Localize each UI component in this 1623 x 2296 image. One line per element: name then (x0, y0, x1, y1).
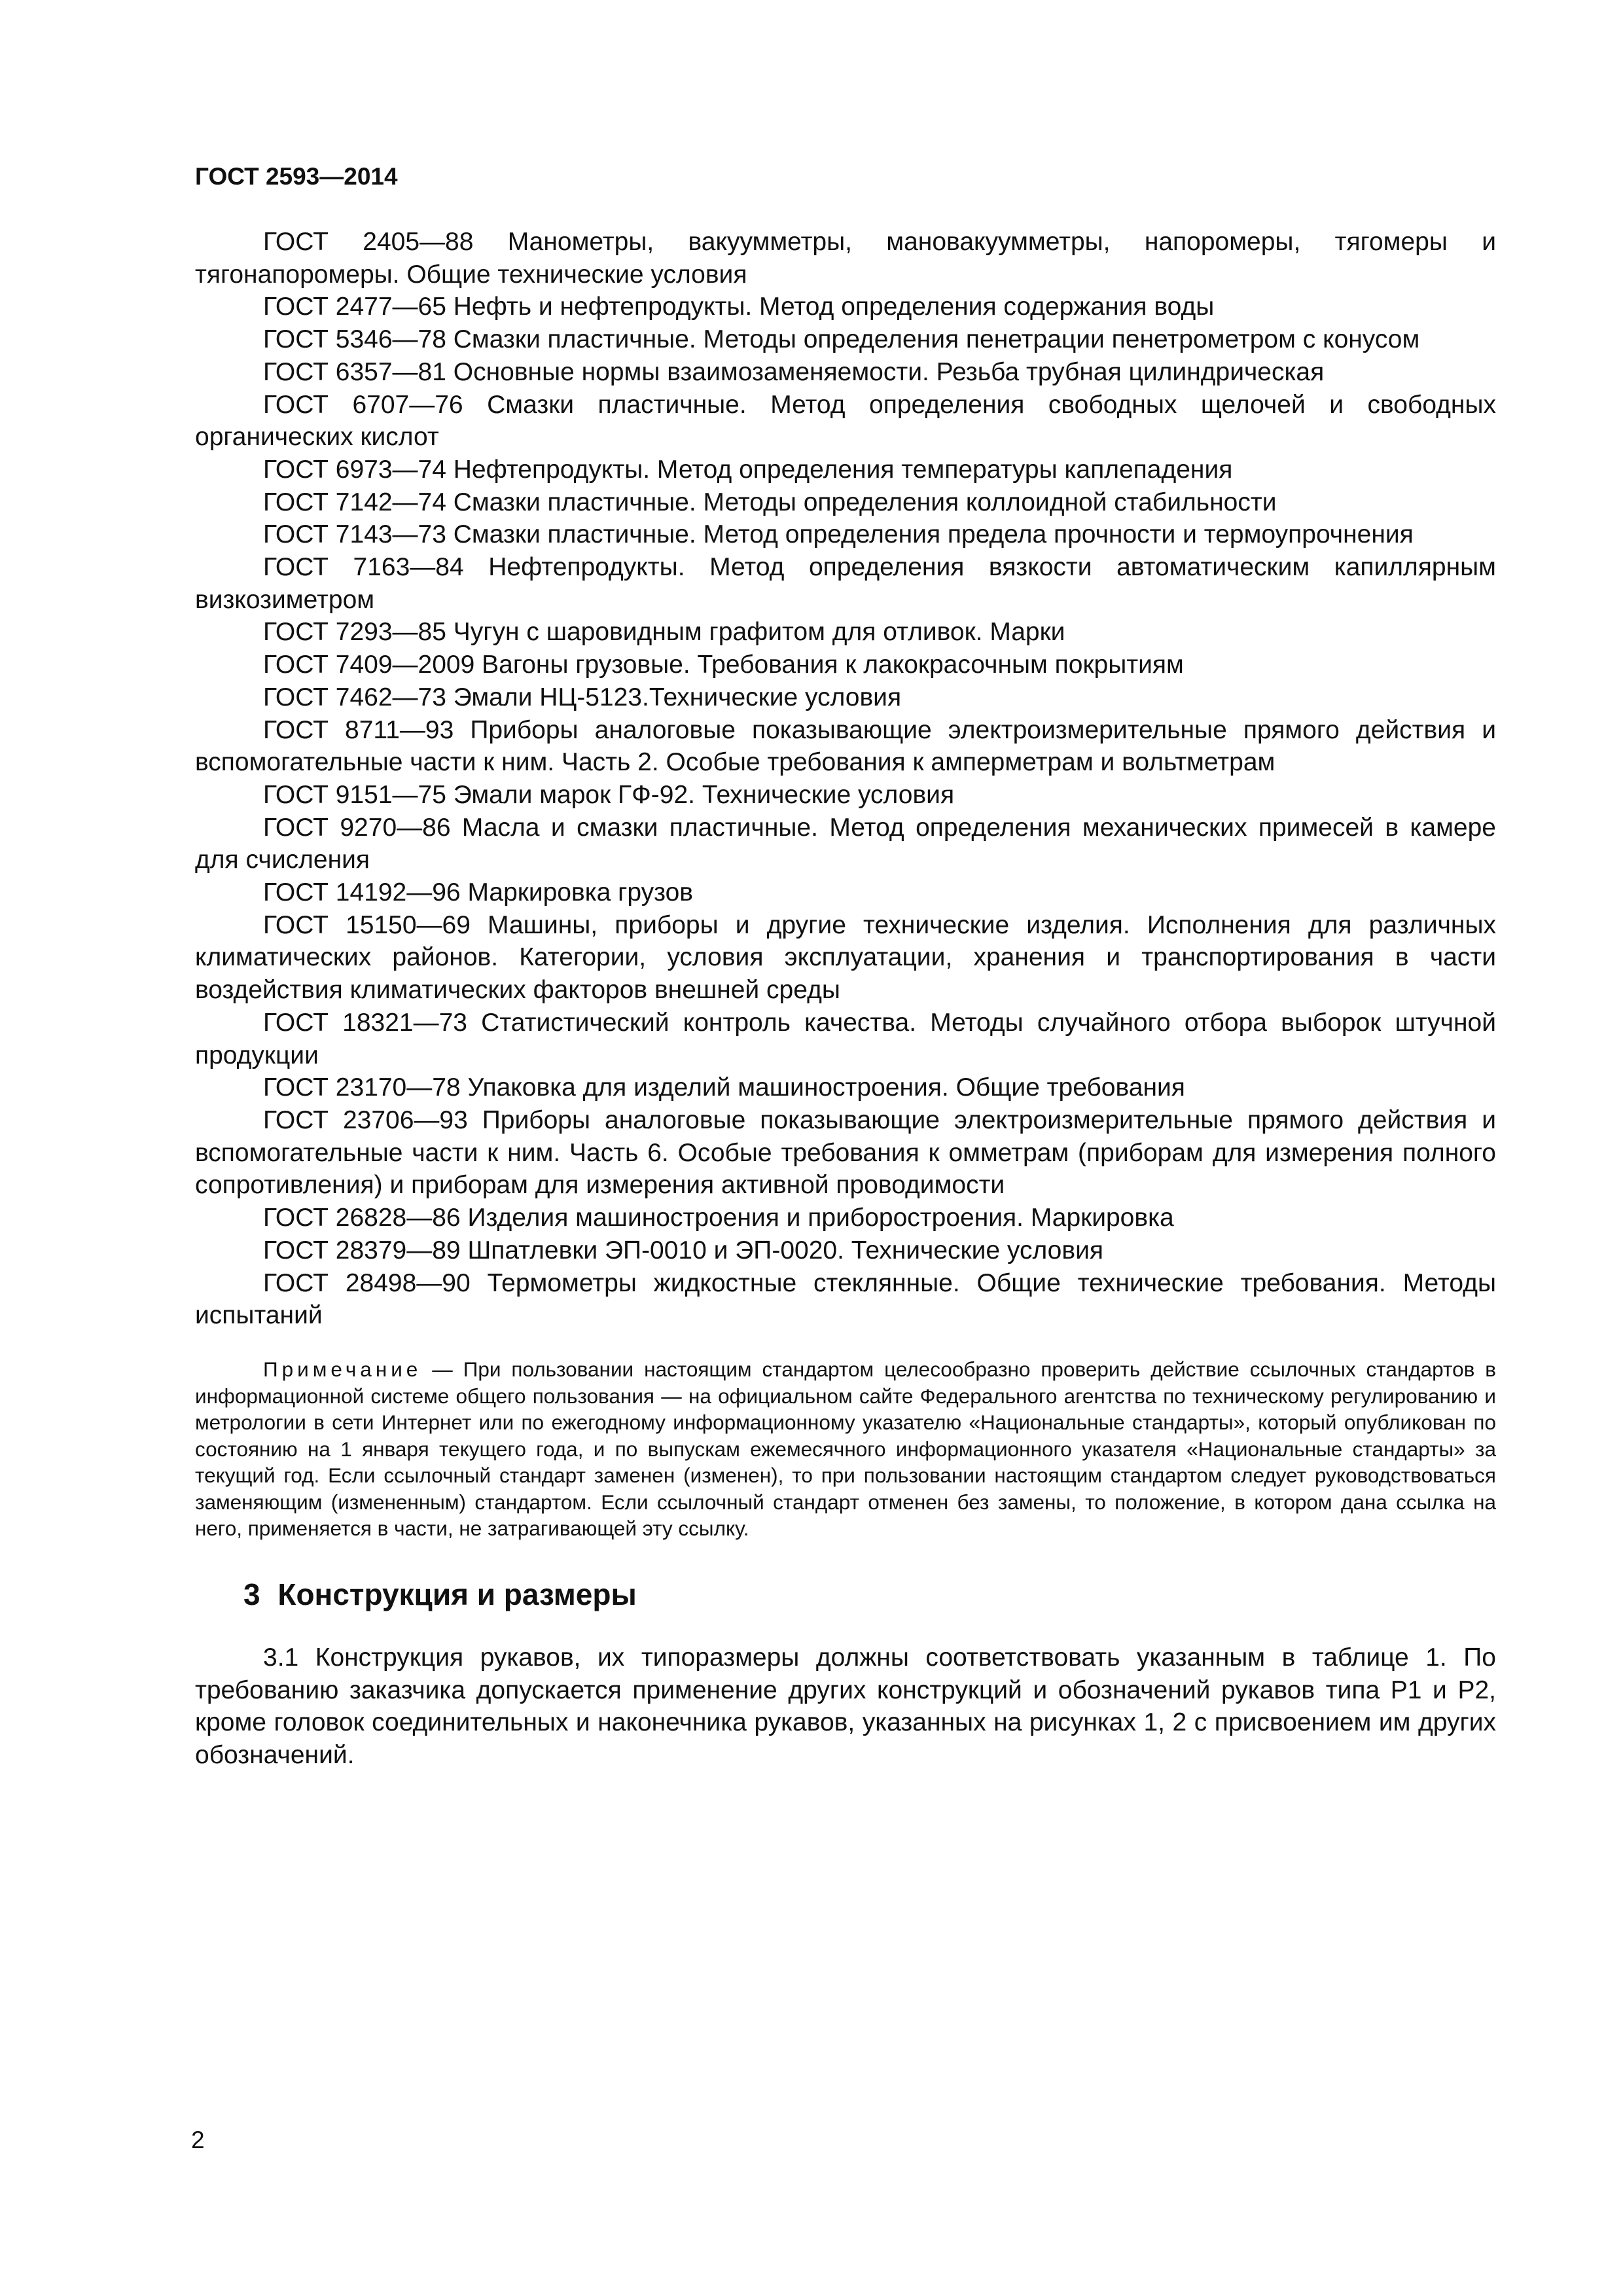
reference-item: ГОСТ 7143—73 Смазки пластичные. Метод определения предела прочности и термоупрочнения (263, 520, 1414, 549)
note-label: Примечание (263, 1357, 422, 1381)
page-number: 2 (191, 2126, 205, 2153)
reference-item: ГОСТ 8711—93 Приборы аналоговые показывающие электроизмерительные прямого действия и вспомогательные части к ним. Часть 2. Особые требования к амперметрам и вольтметрам (195, 715, 1496, 777)
reference-item: ГОСТ 7163—84 Нефтепродукты. Метод определения вязкости автоматическим капиллярным визкозиметром (195, 553, 1496, 614)
note-block (195, 1356, 1496, 1542)
note-text: — При пользовании настоящим стандартом целесообразно проверить действие ссылочных стандартов в информационной системе общего пользования — на официальном сайте Федерального агентства по техническому регулированию и метрологии в сети Интернет или по ежегодному информационному указателю «Национальные стандарты», который опубликован по состоянию на 1 января текущего года, и по выпускам ежемесячного информационного указателя «Национальные стандарты» за текущий год. Если ссылочный стандарт заменен (изменен), то при пользовании настоящим стандартом следует руководствоваться заменяющим (измененным) стандартом. Если ссылочный стандарт отменен без замены, то положение, в котором дана ссылка на него, применяется в части, не затрагивающей эту ссылку. (195, 1357, 1496, 1541)
page-content (195, 226, 1496, 1772)
reference-item: ГОСТ 6973—74 Нефтепродукты. Метод определения температуры каплепадения (263, 455, 1233, 484)
section-number: 3 (243, 1577, 260, 1612)
reference-item: ГОСТ 14192—96 Маркировка грузов (263, 878, 693, 907)
section-title: Конструкция и размеры (277, 1577, 637, 1612)
reference-item: ГОСТ 6707—76 Смазки пластичные. Метод определения свободных щелочей и свободных органических кислот (195, 390, 1496, 452)
document-header: ГОСТ 2593—2014 (195, 163, 398, 190)
reference-item: ГОСТ 9151—75 Эмали марок ГФ-92. Технические условия (263, 780, 955, 809)
reference-item: ГОСТ 7409—2009 Вагоны грузовые. Требования к лакокрасочным покрытиям (263, 651, 1184, 679)
reference-item: ГОСТ 2405—88 Манометры, вакуумметры, мановакуумметры, напоромеры, тягомеры и тягонапоромеры. Общие технические условия (195, 228, 1496, 289)
reference-item: ГОСТ 15150—69 Машины, приборы и другие технические изделия. Исполнения для различных климатических районов. Категории, условия эксплуатации, хранения и транспортирования в части воздействия климатических факторов внешней среды (195, 910, 1496, 1005)
reference-item: ГОСТ 6357—81 Основные нормы взаимозаменяемости. Резьба трубная цилиндрическая (263, 357, 1325, 386)
reference-item: ГОСТ 7293—85 Чугун с шаровидным графитом для отливок. Марки (263, 618, 1065, 647)
reference-item: ГОСТ 26828—86 Изделия машиностроения и приборостроения. Маркировка (263, 1204, 1174, 1232)
section-paragraph: 3.1 Конструкция рукавов, их типоразмеры должны соответствовать указанным в таблице 1. По требованию заказчика допускается применение других конструкций и обозначений рукавов типа Р1 и Р2, кроме головок соединительных и наконечника рукавов, указанных на рисунках 1, 2 с присвоением им других обозначений. (195, 1643, 1496, 1770)
reference-item: ГОСТ 28498—90 Термометры жидкостные стеклянные. Общие технические требования. Методы испытаний (195, 1268, 1496, 1330)
reference-item: ГОСТ 18321—73 Статистический контроль качества. Методы случайного отбора выборок штучной продукции (195, 1008, 1496, 1069)
reference-item: ГОСТ 23706—93 Приборы аналоговые показывающие электроизмерительные прямого действия и вспомогательные части к ним. Часть 6. Особые требования к омметрам (приборам для измерения полного сопротивления) и приборам для измерения активной проводимости (195, 1105, 1496, 1200)
reference-item: ГОСТ 7142—74 Смазки пластичные. Методы определения коллоидной стабильности (263, 488, 1277, 516)
normative-references-list (195, 226, 1496, 1332)
reference-item: ГОСТ 28379—89 Шпатлевки ЭП-0010 и ЭП-0020. Технические условия (263, 1236, 1103, 1265)
reference-item: ГОСТ 5346—78 Смазки пластичные. Методы определения пенетрации пенетрометром с конусом (263, 325, 1420, 354)
reference-item: ГОСТ 9270—86 Масла и смазки пластичные. Метод определения механических примесей в камере для счисления (195, 813, 1496, 874)
reference-item: ГОСТ 2477—65 Нефть и нефтепродукты. Метод определения содержания воды (263, 293, 1215, 321)
reference-item: ГОСТ 23170—78 Упаковка для изделий машиностроения. Общие требования (263, 1073, 1185, 1102)
reference-item: ГОСТ 7462—73 Эмали НЦ-5123.Технические условия (263, 683, 902, 711)
section-heading (243, 1575, 1496, 1614)
